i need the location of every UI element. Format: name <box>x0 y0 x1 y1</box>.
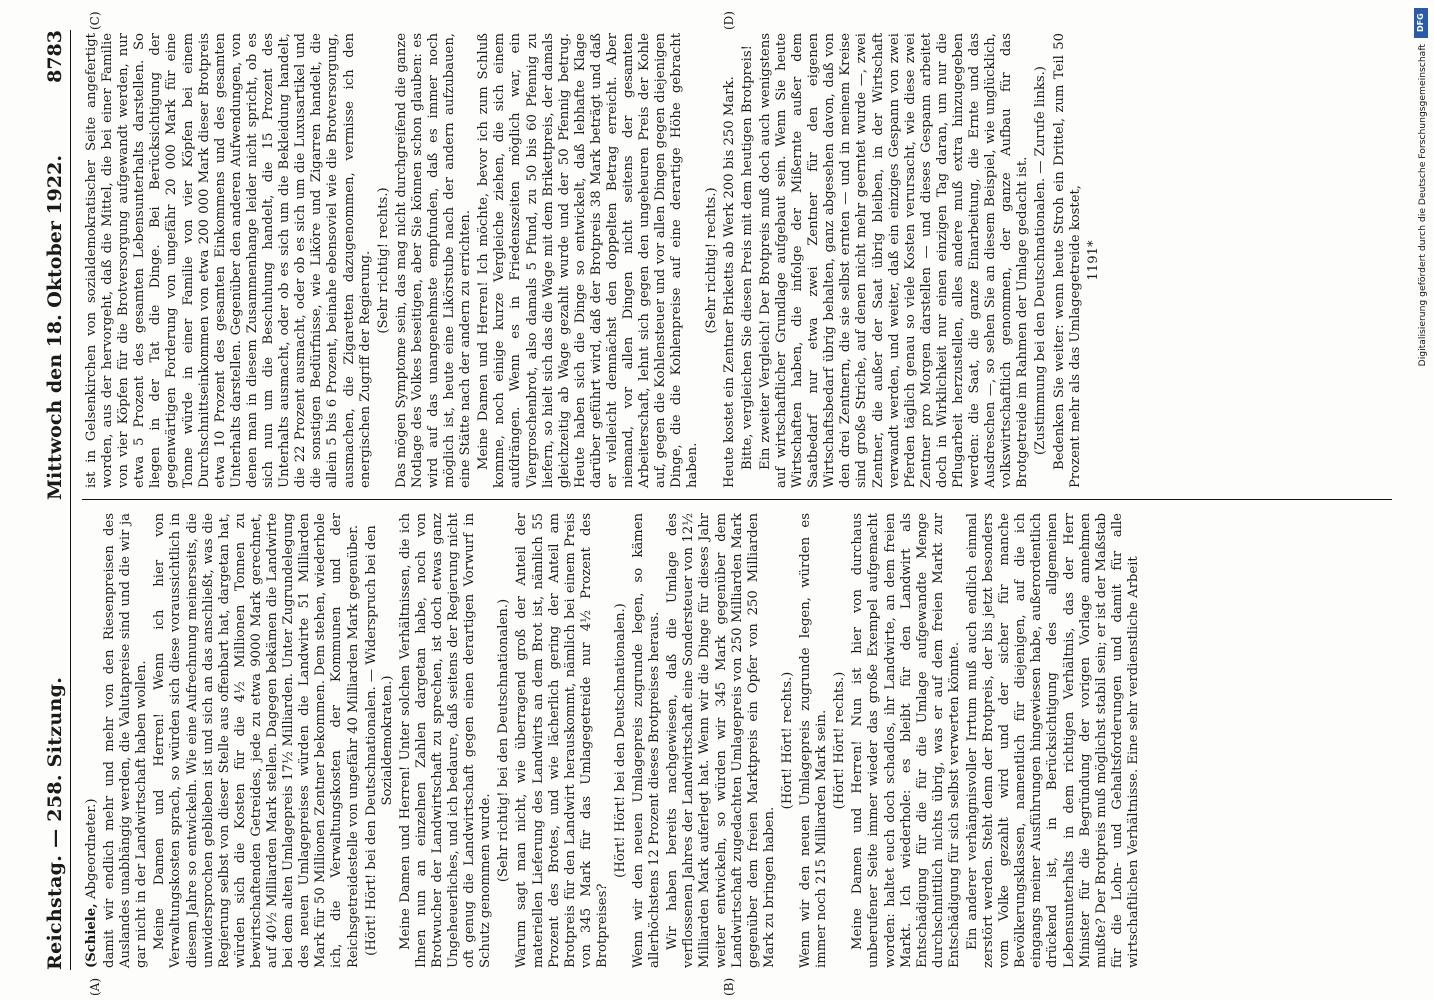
header-page-number: 8783 <box>44 30 66 83</box>
paragraph-text: Bitte, vergleichen Sie diesen Preis mit dem heutigen Brotpreis! <box>739 45 755 470</box>
right-column <box>84 33 1104 488</box>
paragraph-text: Wenn wir den neuen Umlagepreis zugrunde legen, so kämen allerhöchstens 12 Prozent dieses Brotpreises heraus. <box>631 513 663 968</box>
paragraph <box>364 513 396 968</box>
paragraph-text: Meine Damen und Herren! Ich möchte, bevor ich zum Schluß komme, noch einige kurze Vergleiche ziehen, die sich einem aufdrängen. Wenn es in Friedenszeiten möglich war, ein Viergroschenbrot, also damals 5 Pfund, zu 50 bis 60 Pfennig zu liefern, so hielt sich das die Wage mit dem Brikettpreis, der damals gleichzeitig ab Wage gezahlt wurde und der 50 Pfennig betrug. Heute haben sich die Dinge so entwickelt, daß lebhafte Klage darüber geführt wird, daß der Brotpreis 38 Mark beträgt und daß er vielleicht demnächst den doppelten Betrag erreicht. Aber niemand, vor allen Dingen nicht seitens der gesamten Arbeiterschaft, lehnt sich gegen den ungeheuren Preis der Kohle auf, gegen die Kohlensteuer und vor allen Dingen gegen diejenigen Dinge, die die Kohlenpreise auf eine derartige Höhe gebracht haben. <box>476 33 701 488</box>
paragraph <box>740 33 756 488</box>
margin-mark-a: (A) <box>88 977 102 996</box>
header-date: Mittwoch den 18. Oktober 1922. <box>44 155 66 500</box>
paragraph-text: Ein anderer verhängnisvoller Irrtum muß auch endlich einmal zerstört werden. Steht denn der Brotpreis, der bis jetzt besonders vom Volke gezahlt wird und der sicher für manche Bevölkerungsklassen, namentlich für diejenigen, auf die ich eingangs meiner Ausführungen hingewiesen habe, außerordentlich drückend ist, in Berücksichtigung des allgemeinen Lebensunterhalts in dem richtigen Verhältnis, das der Herr Minister für die Begründung der vorigen Vorlage annehmen mußte? Der Brotpreis muß möglichst stabil sein; er ist der Maßstab für die Lohn- und Gehaltsforderungen und damit für alle wirtschaftlichen Verhältnisse. Eine sehr verdienstliche Arbeit <box>964 513 1141 968</box>
paragraph-text: (Hört! Hört! bei den Deutschnationalen.) <box>613 603 628 878</box>
paragraph <box>496 513 512 968</box>
paragraph <box>780 513 796 968</box>
paragraph <box>394 33 474 488</box>
paragraph <box>1052 33 1084 488</box>
paragraph-text: Bedenken Sie weiter: wenn heute Stroh ein Drittel, zum Teil 50 Prozent mehr als das Umlagegetreide kostet, <box>1051 33 1083 488</box>
margin-mark-b: (B) <box>722 977 736 996</box>
paragraph <box>631 513 663 968</box>
paragraph-text: (Sehr richtig! bei den Deutschnationalen.) <box>496 598 512 883</box>
paragraph-text: Warum sagt man nicht, wie überragend groß der Anteil der materiellen Lieferung des Landwirts an dem Brot ist, nämlich 55 Prozent des Brotes, und wie lächerlich gering der Anteil am Brotpreis für den Landwirt herauskommt, nämlich bei einem Preis von 345 Mark für das Umlagegetreide nur 4½ Prozent des Brotpreises? <box>514 513 610 968</box>
paragraph <box>965 513 1142 968</box>
header-rule <box>70 30 71 970</box>
rotated-document-page <box>22 0 1412 1000</box>
paragraph <box>398 513 495 968</box>
paragraph-text: (Hört! Hört! rechts.) <box>779 671 795 810</box>
paragraph-text: (Hört! Hört! bei den Deutschnationalen. — Widerspruch bei den Sozialdemokraten.) <box>363 525 395 956</box>
paragraph-text: damit wir endlich mehr und mehr von den Riesenpreisen des Auslandes unabhängig werden, die Valutapreise sind und die wir ja gar nicht in der Landwirtschaft haben wollen. <box>102 513 150 968</box>
paragraph <box>850 513 963 968</box>
paragraph <box>832 513 848 968</box>
paragraph-text: ist in Gelsenkirchen von sozialdemokratischer Seite angefertigt worden, aus der hervorgeht, daß die Mittel, die bei einer Familie von vier Köpfen für die Brotversorgung aufgewandt werden, nur etwa 5 Prozent des gesamten Lebensunterhalts darstellen. So liegen in der Tat die Dinge. Bei Berücksichtigung der gegenwärtigen Forderung von ungefähr 20 000 Mark für eine Tonne würde in einer Familie von vier Köpfen bei einem Durchschnittseinkommen von etwa 200 000 Mark dieser Brotpreis etwa 10 Prozent des gesamten Einkommens und des gesamten Unterhalts darstellen. Gegenüber den anderen Aufwendungen, von denen man in diesem Zusammenhange leider nicht spricht, ob es sich nun um die Beschuhung handelt, die 15 Prozent des Unterhalts ausmacht, oder ob es sich um die Bekleidung handelt, die 22 Prozent ausmacht, oder ob es sich um die Luxusartikel und die sonstigen Bedürfnisse, wie Liköre und Zigarren handelt, die allein 5 bis 6 Prozent, beinahe ebensoviel wie die Brotversorgung, ausmachen, die Zigaretten dazugenommen, vermisse ich den energischen Zugriff der Regierung. <box>84 33 373 488</box>
paragraph <box>1033 33 1049 488</box>
column-divider <box>82 499 1392 500</box>
paragraph <box>1086 33 1102 488</box>
paragraph-text: (Sehr richtig! rechts.) <box>375 187 391 334</box>
page-header <box>44 30 84 970</box>
paragraph <box>704 33 720 488</box>
speaker-name: (Schiele, <box>84 903 99 968</box>
paragraph-text: Abgeordneter.) <box>84 798 99 904</box>
paragraph-text: Das mögen Symptome sein, das mag nicht durchgreifend die ganze Notlage des Volkes beseitigen, aber Sie können schon glauben: es wird auf das unangenehmste empfunden, daß es immer noch möglich ist, heute eine Likörstube nach der andern aufzubauen, eine Stätte nach der andern zu errichten. <box>393 33 474 488</box>
paragraph-text: 1191* <box>1085 240 1101 281</box>
paragraph-text: (Hört! Hört! rechts.) <box>832 671 848 810</box>
left-column <box>84 513 1144 968</box>
margin-mark-d: (D) <box>722 11 736 30</box>
paragraph-text: Wenn wir den neuen Umlagepreis zugrunde legen, würden es immer noch 215 Milliarden Mark sein. <box>798 513 830 968</box>
paragraph <box>152 513 361 968</box>
paragraph <box>758 33 1032 488</box>
paragraph <box>376 33 392 488</box>
paragraph <box>613 513 629 968</box>
dfg-logo-icon: DFG <box>1414 8 1428 38</box>
paragraph-text: (Zustimmung bei den Deutschnationalen. — Zurufe links.) <box>1033 66 1049 455</box>
paragraph-text: Wir haben bereits nachgewiesen, daß die Umlage des verflossenen Jahres der Landwirtschaft eine Sondersteuer von 12½ Milliarden Mark auferlegt hat. Wenn wir die Dinge für dieses Jahr weiter entwickeln, so würden wir 345 Mark gegenüber dem Landwirtschaft zugedachten Umlagepreis von 250 Milliarden Mark gegenüber dem freien Marktpreis ein Opfer von 250 Milliarden Mark zu bringen haben. <box>665 513 777 968</box>
paragraph <box>514 513 611 968</box>
paragraph <box>722 33 738 488</box>
paragraph <box>84 513 100 968</box>
margin-mark-c: (C) <box>88 11 102 30</box>
digitization-credit: Digitalisierung gefördert durch die Deutsche Forschungsgemeinschaft <box>1417 44 1428 367</box>
paragraph <box>798 513 830 968</box>
paragraph-text: Meine Damen und Herren! Nun ist hier von durchaus unberufener Seite immer wieder das große Exempel aufgemacht worden: haltet euch doch schadlos, ihr Landwirte, an dem freien Markt. Ich wiederhole: es bleibt für den Landwirt als Entschädigung für die für die Umlage aufgewandte Menge durchschnittlich nichts übrig, was er auf dem freien Markt zur Entschädigung für sich selbst verwerten könnte. <box>850 513 962 968</box>
header-chamber-session: Reichstag. — 258. Sitzung. <box>44 676 66 970</box>
paragraph-text: Meine Damen und Herren! Wenn ich hier von Verwaltungskosten sprach, so würden sich diese voraussichtlich in diesem Jahre so entwickeln. Wie eine Aufrechnung meinerseits, die unwidersprochen geblieben ist und sich an das anschließt, was die Regierung selbst von dieser Stelle aus offenbart hat, dargetan hat, würden sich die Kosten für die 4½ Millionen Tonnen zu bewirtschaftenden Getreides, jede zu etwa 9000 Mark gerechnet, auf 40½ Milliarden Mark stellen. Dagegen bekämen die Landwirte bei dem alten Umlagepreis 17½ Milliarden. Unter Zugrundelegung des neuen Umlagepreises würden die Landwirte 51 Milliarden Mark für 50 Millionen Zentner bekommen. Dem stehen, wiederhole ich, die Verwaltungskosten der Kommunen und der Reichsgetreidestelle von ungefähr 40 Milliarden Mark gegenüber. <box>152 513 361 968</box>
paragraph <box>665 513 778 968</box>
paragraph-text: (Sehr richtig! rechts.) <box>703 187 719 334</box>
paragraph-text: Meine Damen und Herren! Unter solchen Verhältnissen, die ich Ihnen nun an einzelnen Zahlen dargetan habe, noch von Brotwucher der Landwirtschaft zu sprechen, ist doch etwas ganz Ungeheuerliches, und ich bedaure, daß seitens der Regierung nicht oft genug die Landwirtschaft gegen einen derartigen Vorwurf in Schutz genommen wurde. <box>397 513 494 968</box>
paragraph <box>102 513 150 968</box>
paragraph-text: Heute kostet ein Zentner Briketts ab Werk 200 bis 250 Mark. <box>721 76 737 488</box>
paragraph-text: Ein zweiter Vergleich! Der Brotpreis muß doch auch wenigstens auf wirtschaftlicher Grundlage aufgebaut sein. Wenn Sie heute Wirtschaften haben, die infolge der Mißernte außer dem Saatbedarf nur etwa zwei Zentner für den eigenen Wirtschaftsbedarf übrig behalten, ganz abgesehen davon, daß von den drei Zentnern, die sie selbst ernten — und in meinem Kreise sind große Striche, auf denen nicht mehr geerntet wurde —, zwei Zentner, die außer der Saat übrig bleiben, in der Wirtschaft verwandt werden, und weiter, daß ein einziges Gespann von zwei Pferden täglich genau so viele Kosten verursacht, wie diese zwei Zentner pro Morgen darstellen — und dieses Gespann arbeitet doch in Wirklichkeit nur einen einzigen Tag daran, um nur die Pflugarbeit herzustellen, alles andere muß extra hinzugegeben werden: die Saat, die ganze Einarbeitung, die Ernte und das Ausdreschen —, so sehen Sie an diesem Beispiel, wie unglücklich, volkswirtschaftlich genommen, der ganze Aufbau für das Brotgetreide im Rahmen der Umlage gedacht ist. <box>757 33 1031 488</box>
paragraph <box>476 33 701 488</box>
paragraph <box>84 33 374 488</box>
